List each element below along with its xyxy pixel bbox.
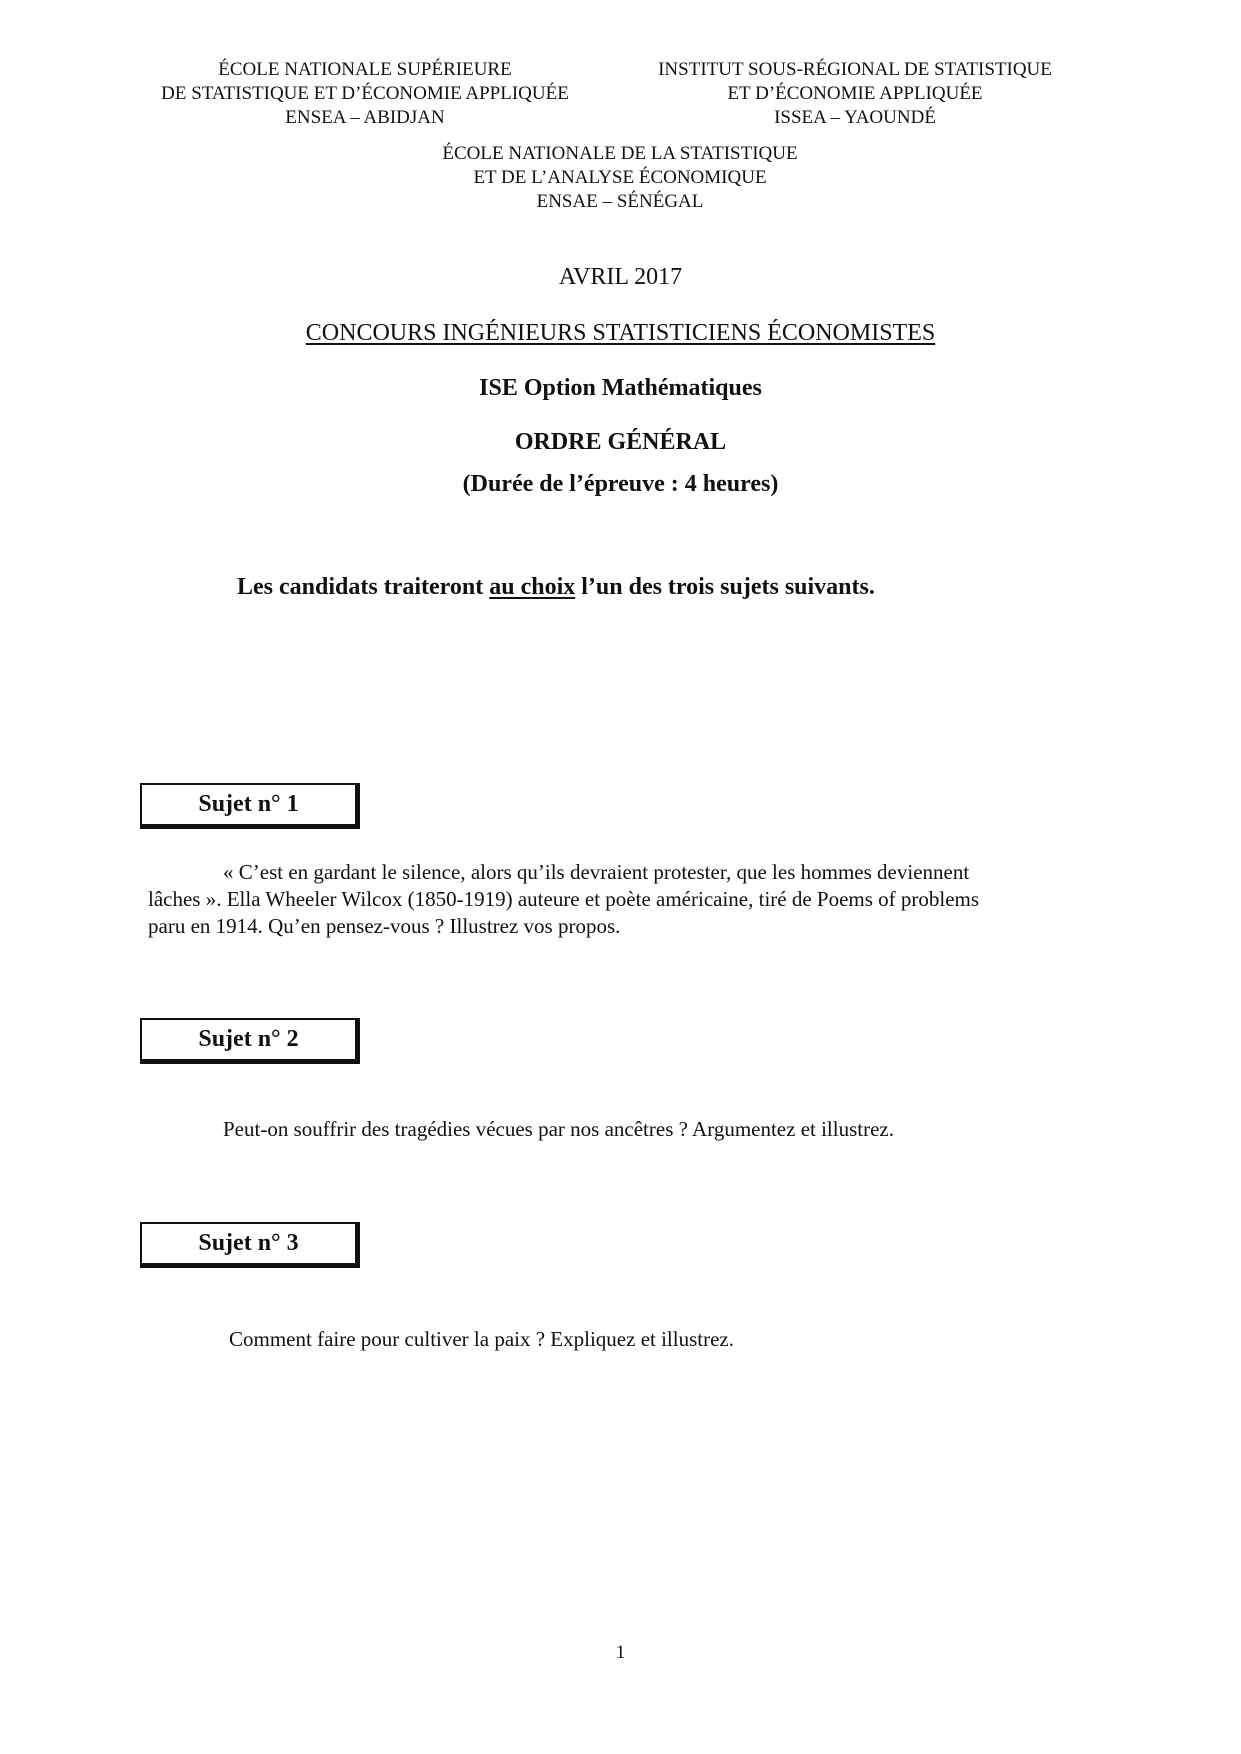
ensae-header bbox=[370, 142, 870, 214]
instructions-after: l’un des trois sujets suivants. bbox=[575, 574, 875, 600]
subject-1-line: paru en 1914. Qu’en pensez-vous ? Illustrez vos propos. bbox=[148, 914, 621, 938]
exam-option: ISE Option Mathématiques bbox=[479, 375, 762, 401]
header-line: ÉCOLE NATIONALE DE LA STATISTIQUE bbox=[442, 143, 798, 164]
header-line: ENSAE – SÉNÉGAL bbox=[536, 191, 704, 212]
subject-2-text: Peut-on souffrir des tragédies vécues par nos ancêtres ? Argumentez et illustrez. bbox=[223, 1117, 894, 1141]
header-line: ÉCOLE NATIONALE SUPÉRIEURE bbox=[218, 59, 512, 80]
header-line: ISSEA – YAOUNDÉ bbox=[774, 107, 936, 128]
exam-order: ORDRE GÉNÉRAL bbox=[514, 429, 727, 455]
subject-3-text: Comment faire pour cultiver la paix ? Expliquez et illustrez. bbox=[229, 1327, 734, 1351]
instructions-underlined: au choix bbox=[489, 574, 576, 600]
subject-1-line: lâches ». Ella Wheeler Wilcox (1850-1919) auteure et poète américaine, tiré de Poems of problems bbox=[148, 887, 980, 911]
subject-3-label: Sujet n° 3 bbox=[140, 1222, 360, 1268]
issea-header bbox=[620, 58, 1090, 130]
header-line: DE STATISTIQUE ET D’ÉCONOMIE APPLIQUÉE bbox=[161, 83, 569, 104]
subject-1-label: Sujet n° 1 bbox=[140, 783, 360, 829]
ensea-header bbox=[120, 58, 610, 130]
header-line: ENSEA – ABIDJAN bbox=[285, 107, 445, 128]
subject-1-text bbox=[148, 859, 1078, 940]
header-line: INSTITUT SOUS-RÉGIONAL DE STATISTIQUE bbox=[658, 59, 1052, 80]
header-line: ET DE L’ANALYSE ÉCONOMIQUE bbox=[473, 167, 767, 188]
exam-date: AVRIL 2017 bbox=[558, 264, 683, 290]
header-line: ET D’ÉCONOMIE APPLIQUÉE bbox=[727, 83, 983, 104]
instructions bbox=[237, 574, 875, 601]
exam-title: CONCOURS INGÉNIEURS STATISTICIENS ÉCONOMISTES bbox=[305, 320, 936, 346]
subject-2-label: Sujet n° 2 bbox=[140, 1018, 360, 1064]
instructions-before: Les candidats traiteront bbox=[237, 574, 490, 600]
exam-duration: (Durée de l’épreuve : 4 heures) bbox=[462, 471, 779, 497]
page-number: 1 bbox=[615, 1642, 626, 1663]
subject-1-line: « C’est en gardant le silence, alors qu’ils devraient protester, que les hommes deviennent bbox=[223, 860, 970, 884]
